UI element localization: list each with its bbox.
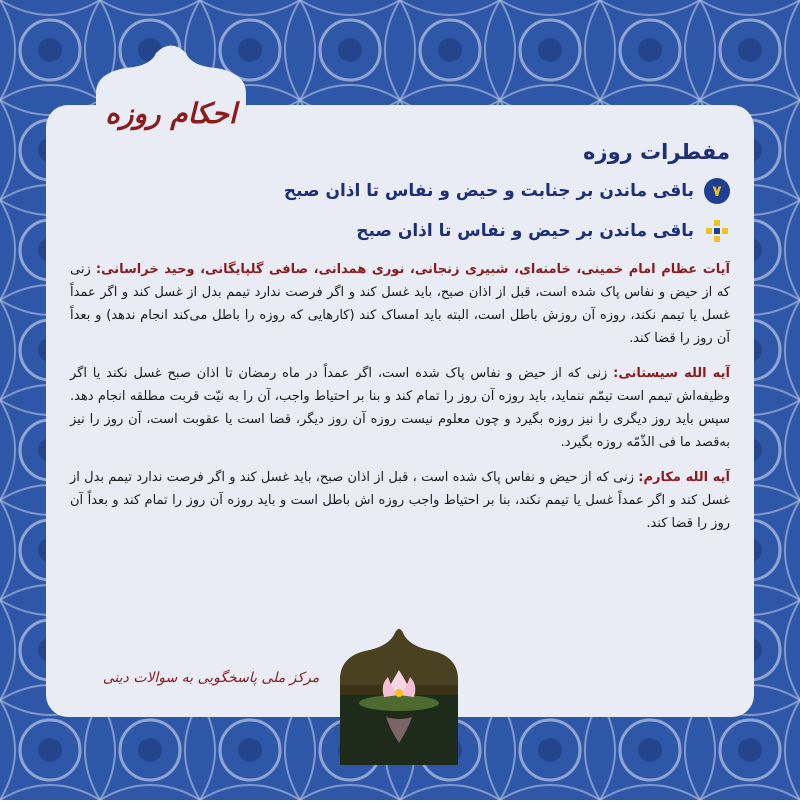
ruling-paragraph <box>70 466 730 535</box>
section-title: مفطرات روزه <box>583 140 730 164</box>
ruling-authorities: آیات عظام امام خمینی، خامنه‌ای، شبیری زنجانی، نوری همدانی، صافی گلپایگانی، وحید خراسانی: <box>95 262 730 277</box>
item-text: باقی ماندن بر حیض و نفاس تا اذان صبح <box>356 221 694 241</box>
ruling-authorities: آیه الله مکارم: <box>638 470 730 485</box>
ruling-authorities: آیه الله سیستانی: <box>613 366 730 381</box>
ruling-text: زنی که از حیض و نفاس پاک شده است ، قبل از اذان صبح، باید غسل کند و اگر فرصت ندارد تیمم بدل از غسل کند و اگر عمداً غسل یا تیمم نکند، بنا بر احتیاط واجب روزه اش باطل است و باید روزه آن روز را تمام کند و بعداً آن روز را قضا کند. <box>70 470 730 531</box>
ruling-text: زنی که از حیض و نفاس پاک شده است، قبل از اذان صبح، باید غسل کند و اگر فرصت ندارد تیمم بدل از غسل کند و اگر عمداً غسل یا تیمم نکند، روزه آن روزش باطل است، البته باید امساک کند (کارهایی که روزه را باطل می‌کند انجام ندهد) و بعداً آن روز را قضا کند. <box>70 262 730 346</box>
item-text: باقی ماندن بر جنابت و حیض و نفاس تا اذان صبح <box>283 181 694 201</box>
lotus-image <box>340 625 458 765</box>
title-arch <box>96 38 246 148</box>
main-content <box>70 140 730 535</box>
logo-text: احکام روزه <box>105 97 237 130</box>
diamond-dots-icon <box>704 218 730 244</box>
ruling-paragraph <box>70 258 730 350</box>
ruling-paragraph <box>70 362 730 454</box>
org-logo-text: مرکز ملی پاسخگویی به سوالات دینی <box>104 670 319 686</box>
number-badge: ۷ <box>704 178 730 204</box>
ruling-text: زنی که از حیض و نفاس پاک شده است، اگر عمداً در ماه رمضان تا اذان صبح غسل نکند یا اگر وظیفه‌اش تیمم است تیمّم ننماید، باید روزه آن روز را تمام کند و بنا بر احتیاط واجب، آن را به نیّت قربت مطلقه انجام دهد. سپس باید روز دیگری را نیز روزه بگیرد و چون معلوم نیست روزه آن روز دیگر، قضا است یا عقوبت است، آن روز را نیز به‌قصد ما فی الذّمّه روزه بگیرد. <box>70 366 730 450</box>
list-item <box>70 218 730 244</box>
list-item <box>70 178 730 204</box>
organization-logo <box>104 650 319 700</box>
